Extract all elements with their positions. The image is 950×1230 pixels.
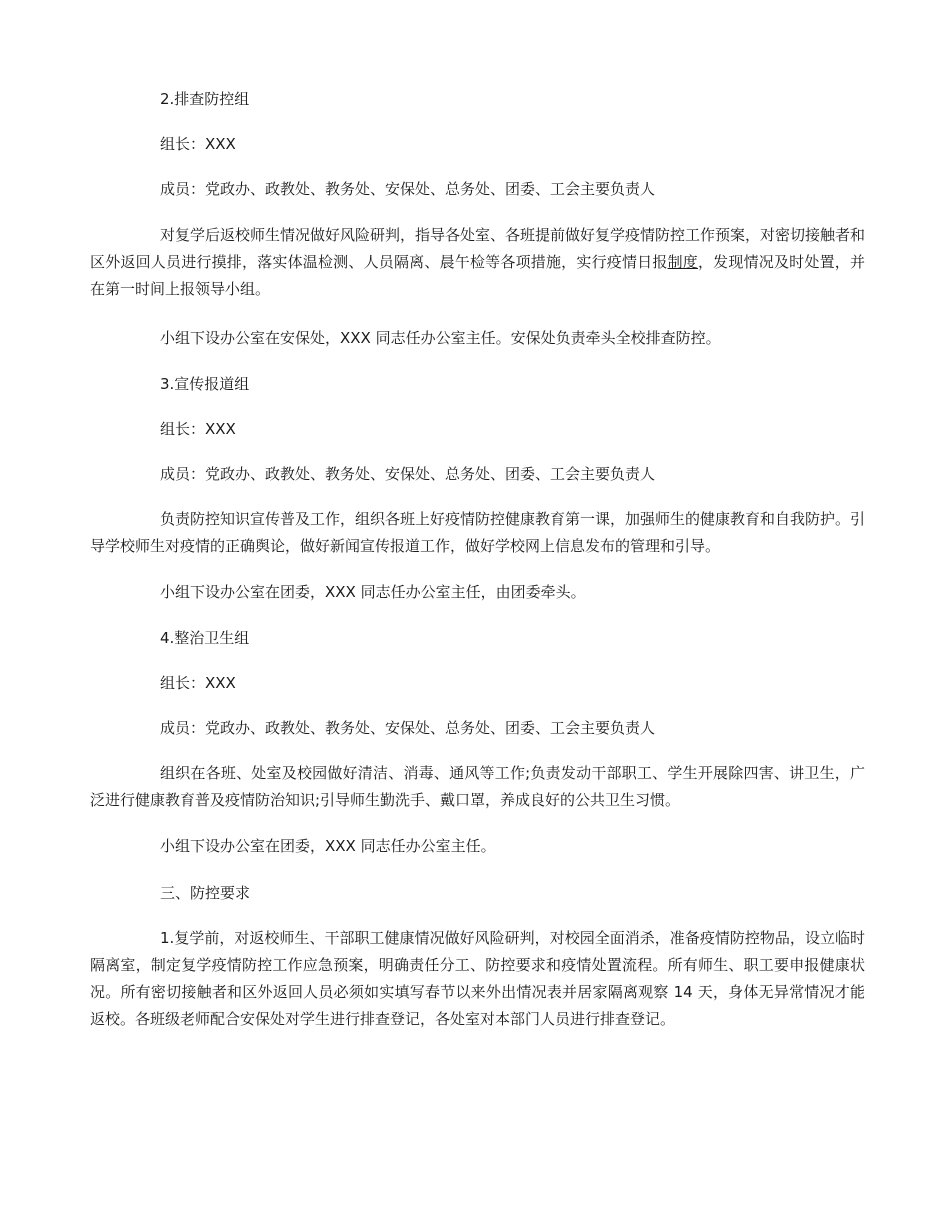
section-4-members: 成员：党政办、政教处、教务处、安保处、总务处、团委、工会主要负责人 — [160, 719, 656, 737]
section-4-leader: 组长：XXX — [160, 674, 236, 692]
section-2-heading: 2.排查防控组 — [160, 90, 250, 108]
section-4-heading: 4.整治卫生组 — [160, 629, 250, 647]
section-2-description-text-1: 对复学后返校师生情况做好风险研判，指导各处室、各班提前做好复学疫情防控工作预案，对密切接触者和区外返回人员进行摸排，落实体温检测、人员隔离、晨午检等各项措施，实行疫情日报 — [90, 226, 866, 271]
section-3-office: 小组下设办公室在团委，XXX 同志任办公室主任，由团委牵头。 — [160, 583, 586, 601]
section-2-leader: 组长：XXX — [160, 135, 236, 153]
section-3-leader: 组长：XXX — [160, 420, 236, 438]
section-3-heading: 3.宣传报道组 — [160, 375, 250, 393]
system-link[interactable]: 制度 — [667, 253, 698, 271]
section-4-office: 小组下设办公室在团委，XXX 同志任办公室主任。 — [160, 837, 496, 855]
section-3-members: 成员：党政办、政教处、教务处、安保处、总务处、团委、工会主要负责人 — [160, 465, 656, 483]
section-2-description — [90, 222, 865, 303]
section-2-office: 小组下设办公室在安保处，XXX 同志任办公室主任。安保处负责牵头全校排查防控。 — [160, 329, 721, 347]
section-2-description-text-2: ，发现情况及时处置，并在第一时间上报领导小组。 — [90, 253, 865, 298]
requirements-item-1: 1.复学前，对返校师生、干部职工健康情况做好风险研判，对校园全面消杀，准备疫情防控物品，设立临时隔离室，制定复学疫情防控工作应急预案，明确责任分工、防控要求和疫情处置流程。所有师生、职工要申报健康状况。所有密切接触者和区外返回人员必须如实填写春节以来外出情况表并居家隔离观察 14 天，身体无异常情况才能返校。各班级老师配合安保处对学生进行排查登记，各处室对本部门人员进行排查登记。 — [90, 929, 865, 1028]
requirements-heading: 三、防控要求 — [160, 884, 251, 902]
section-2-members: 成员：党政办、政教处、教务处、安保处、总务处、团委、工会主要负责人 — [160, 180, 656, 198]
section-4-description: 组织在各班、处室及校园做好清洁、消毒、通风等工作;负责发动干部职工、学生开展除四害、讲卫生，广泛进行健康教育普及疫情防治知识;引导师生勤洗手、戴口罩，养成良好的公共卫生习惯。 — [90, 764, 865, 809]
section-3-description: 负责防控知识宣传普及工作，组织各班上好疫情防控健康教育第一课，加强师生的健康教育和自我防护。引导学校师生对疫情的正确舆论，做好新闻宣传报道工作，做好学校网上信息发布的管理和引导。 — [90, 510, 866, 555]
